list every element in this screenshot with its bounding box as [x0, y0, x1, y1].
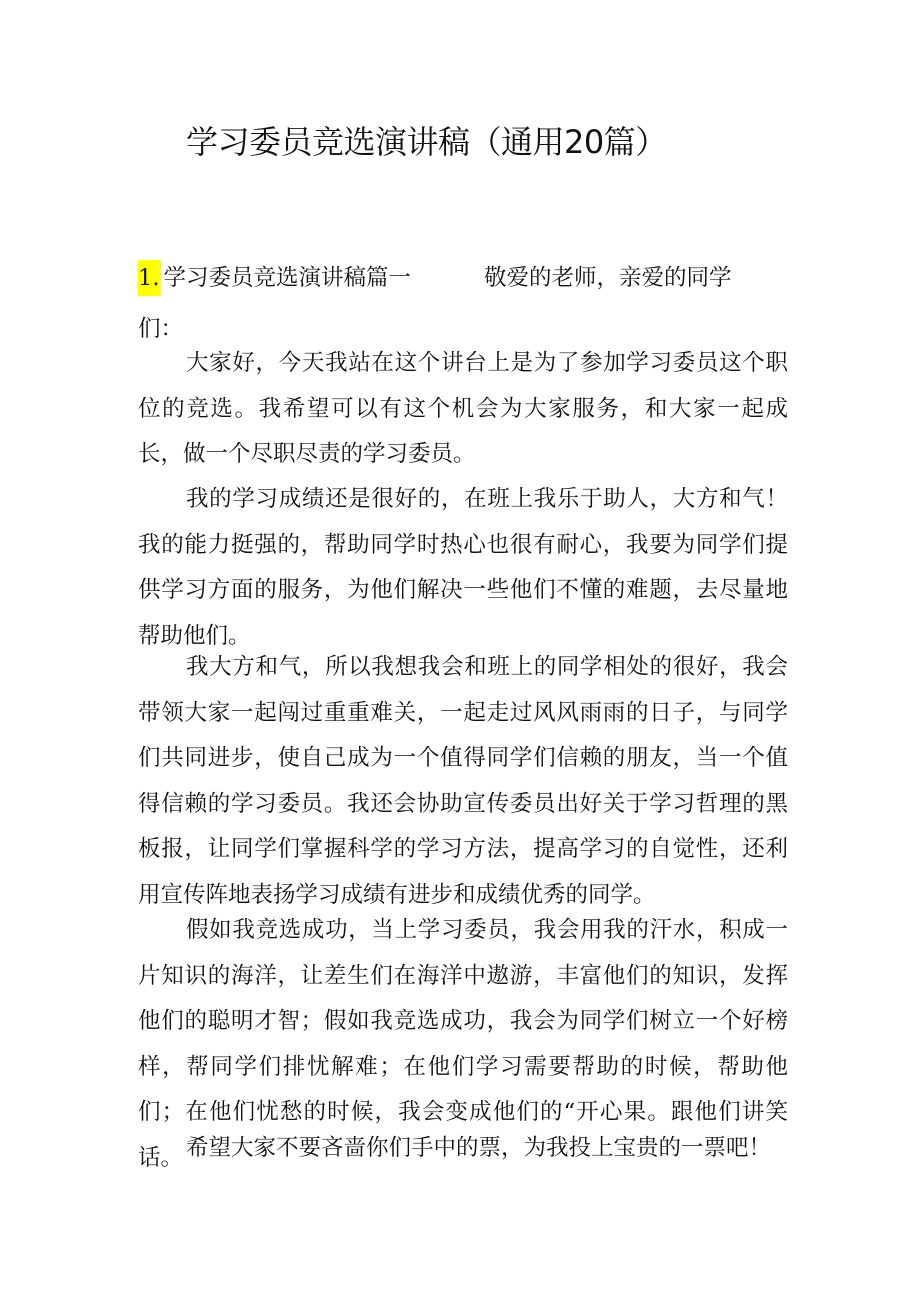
section-heading-block [138, 260, 788, 347]
body-paragraph: 我大方和气，所以我想我会和班上的同学相处的很好，我会带领大家一起闯过重重难关，一起走过风风雨雨的日子，与同学们共同进步，使自己成为一个值得同学们信赖的朋友，当一个值得信赖的学习委员。我还会协助宣传委员出好关于学习哲理的黑板报，让同学们掌握科学的学习方法，提高学习的自觉性，还利用宣传阵地表扬学习成绩有进步和成绩优秀的同学。 [138, 654, 788, 908]
greeting-continuation: 们： [138, 316, 184, 342]
body-paragraph: 希望大家不要吝啬你们手中的票，为我投上宝贵的一票吧！ [186, 1135, 772, 1161]
section-heading: 学习委员竞选演讲稿篇一 [163, 265, 411, 291]
section-heading-row [138, 260, 788, 296]
document-title: 学习委员竞选演讲稿（通用20篇） [186, 123, 667, 161]
body-paragraph: 假如我竞选成功，当上学习委员，我会用我的汗水，积成一片知识的海洋，让差生们在海洋中遨游，丰富他们的知识，发挥他们的聪明才智；假如我竞选成功，我会为同学们树立一个好榜样，帮同学们排忧解难；在他们学习需要帮助的时候，帮助他们；在他们忧愁的时候，我会变成他们的“开心果。跟他们讲笑话。 [138, 917, 788, 1171]
body-paragraph: 大家好，今天我站在这个讲台上是为了参加学习委员这个职位的竞选。我希望可以有这个机会为大家服务，和大家一起成长，做一个尽职尽责的学习委员。 [138, 350, 788, 467]
body-paragraph: 我的学习成绩还是很好的，在班上我乐于助人，大方和气！我的能力挺强的，帮助同学时热心也很有耐心，我要为同学们提供学习方面的服务，为他们解决一些他们不懂的难题，去尽量地帮助他们。 [138, 486, 788, 649]
section-number-highlighted: 1. [138, 260, 161, 296]
greeting-line: 敬爱的老师，亲爱的同学 [483, 265, 732, 291]
